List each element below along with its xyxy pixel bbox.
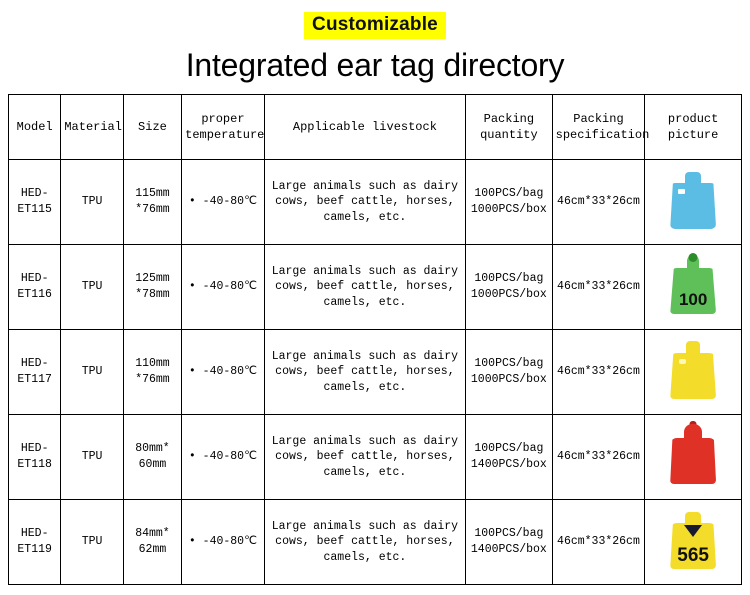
- size-line-1: 115mm: [135, 187, 170, 201]
- cell-packing-quantity: [466, 330, 553, 415]
- ear-tag-hole: [678, 189, 685, 194]
- column-header-material: Material: [61, 95, 123, 160]
- qty-line-1: 100PCS/bag: [474, 527, 544, 541]
- size-line-1: 84mm*: [135, 527, 170, 541]
- size-line-2: *76mm: [135, 203, 170, 216]
- product-image: [648, 164, 738, 240]
- qty-line-1: 100PCS/bag: [474, 357, 544, 371]
- cell-livestock: Large animals such as dairy cows, beef cattle, horses, camels, etc.: [264, 330, 465, 415]
- cell-model: HED-ET116: [9, 245, 61, 330]
- cell-packing-quantity: [466, 415, 553, 500]
- column-header-model: Model: [9, 95, 61, 160]
- cell-livestock: Large animals such as dairy cows, beef cattle, horses, camels, etc.: [264, 415, 465, 500]
- cell-packing-specification: 46cm*33*26cm: [552, 415, 645, 500]
- ear-tag-body: [670, 353, 716, 399]
- cell-livestock: Large animals such as dairy cows, beef cattle, horses, camels, etc.: [264, 245, 465, 330]
- size-line-1: 125mm: [135, 272, 170, 286]
- product-image: [648, 249, 738, 325]
- product-image: [648, 504, 738, 580]
- cell-temperature: • -40-80℃: [182, 245, 265, 330]
- table-row: [9, 415, 742, 500]
- qty-line-2: 1000PCS/box: [470, 203, 547, 216]
- qty-line-1: 100PCS/bag: [474, 442, 544, 456]
- ear-tag-body: [670, 183, 716, 229]
- cell-size: [123, 330, 181, 415]
- size-line-1: 110mm: [135, 357, 170, 371]
- cell-packing-quantity: [466, 160, 553, 245]
- cell-material: TPU: [61, 415, 123, 500]
- cell-packing-specification: 46cm*33*26cm: [552, 500, 645, 585]
- cell-product-picture: [645, 330, 742, 415]
- ear-tag-icon: [670, 428, 716, 486]
- cell-temperature: • -40-80℃: [182, 160, 265, 245]
- table-row: [9, 330, 742, 415]
- ear-tag-icon: [670, 173, 716, 231]
- qty-line-2: 1400PCS/box: [470, 458, 547, 471]
- column-header-temperature: proper temperature: [182, 95, 265, 160]
- spec-table: [8, 94, 742, 585]
- cell-product-picture: [645, 160, 742, 245]
- qty-line-2: 1400PCS/box: [470, 543, 547, 556]
- ear-tag-arrow-icon: [684, 525, 702, 537]
- table-row: [9, 160, 742, 245]
- cell-product-picture: [645, 415, 742, 500]
- ear-tag-icon: [670, 513, 716, 571]
- ear-tag-number: 100: [678, 290, 708, 310]
- badge-row: [0, 0, 750, 39]
- ear-tag-number: 565: [677, 545, 709, 567]
- customizable-badge: Customizable: [304, 12, 446, 39]
- cell-packing-specification: 46cm*33*26cm: [552, 245, 645, 330]
- cell-packing-quantity: [466, 500, 553, 585]
- column-header-size: Size: [123, 95, 181, 160]
- cell-model: HED-ET118: [9, 415, 61, 500]
- cell-model: HED-ET117: [9, 330, 61, 415]
- table-row: [9, 245, 742, 330]
- cell-size: [123, 245, 181, 330]
- cell-packing-quantity: [466, 245, 553, 330]
- ear-tag-head: [684, 424, 702, 439]
- table-row: [9, 500, 742, 585]
- size-line-2: *78mm: [135, 288, 170, 301]
- column-header-product-picture: product picture: [645, 95, 742, 160]
- cell-temperature: • -40-80℃: [182, 415, 265, 500]
- product-image: [648, 334, 738, 410]
- size-line-2: 62mm: [138, 543, 167, 556]
- ear-tag-icon: [670, 258, 716, 316]
- ear-tag-body: [670, 438, 716, 484]
- cell-temperature: • -40-80℃: [182, 330, 265, 415]
- ear-tag-stud: [689, 253, 698, 262]
- cell-material: TPU: [61, 245, 123, 330]
- ear-tag-icon: [670, 343, 716, 401]
- cell-material: TPU: [61, 160, 123, 245]
- cell-size: [123, 500, 181, 585]
- cell-livestock: Large animals such as dairy cows, beef cattle, horses, camels, etc.: [264, 500, 465, 585]
- cell-material: TPU: [61, 500, 123, 585]
- qty-line-1: 100PCS/bag: [474, 272, 544, 286]
- cell-livestock: Large animals such as dairy cows, beef cattle, horses, camels, etc.: [264, 160, 465, 245]
- cell-packing-specification: 46cm*33*26cm: [552, 160, 645, 245]
- size-line-1: 80mm*: [135, 442, 170, 456]
- column-header-livestock: Applicable livestock: [264, 95, 465, 160]
- qty-line-2: 1000PCS/box: [470, 373, 547, 386]
- table-body: [9, 160, 742, 585]
- size-line-2: *76mm: [135, 373, 170, 386]
- ear-tag-head: [686, 341, 700, 354]
- size-line-2: 60mm: [138, 458, 167, 471]
- cell-product-picture: [645, 500, 742, 585]
- ear-tag-head: [685, 512, 701, 524]
- cell-material: TPU: [61, 330, 123, 415]
- cell-product-picture: [645, 245, 742, 330]
- cell-size: [123, 160, 181, 245]
- cell-model: HED-ET115: [9, 160, 61, 245]
- page-title: Integrated ear tag directory: [185, 47, 565, 83]
- cell-size: [123, 415, 181, 500]
- column-header-packing-quantity: Packing quantity: [466, 95, 553, 160]
- cell-temperature: • -40-80℃: [182, 500, 265, 585]
- qty-line-2: 1000PCS/box: [470, 288, 547, 301]
- cell-packing-specification: 46cm*33*26cm: [552, 330, 645, 415]
- table-header: [9, 95, 742, 160]
- product-image: [648, 419, 738, 495]
- table-header-row: [9, 95, 742, 160]
- ear-tag-hole: [679, 359, 686, 364]
- column-header-packing-specification: Packing specification: [552, 95, 645, 160]
- cell-model: HED-ET119: [9, 500, 61, 585]
- qty-line-1: 100PCS/bag: [474, 187, 544, 201]
